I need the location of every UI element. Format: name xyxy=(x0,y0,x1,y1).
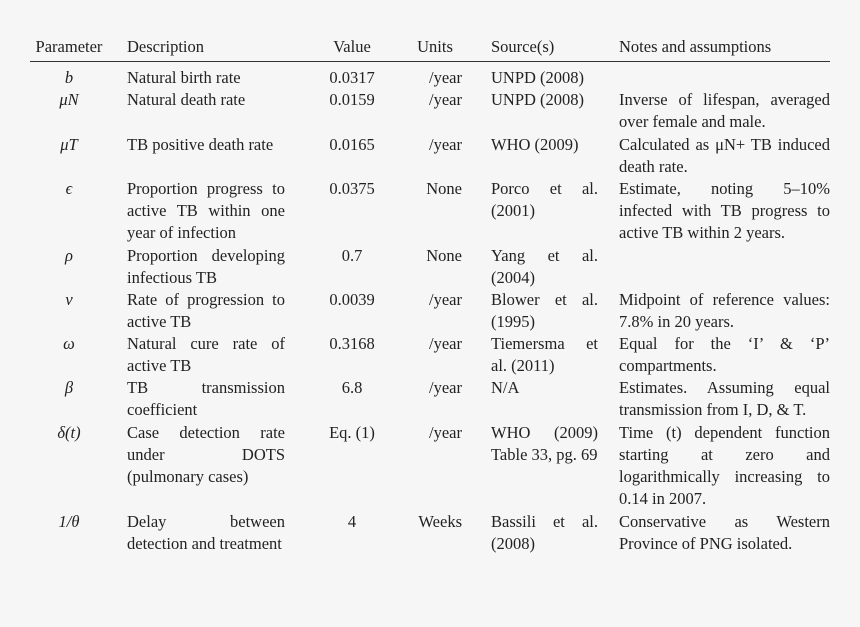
value-cell: 0.0317 xyxy=(329,68,375,87)
units-cell: /year xyxy=(429,423,462,442)
param-cell: μN xyxy=(59,90,79,109)
parameter-table xyxy=(30,36,830,553)
source-cell: UNPD (2008) xyxy=(491,90,585,109)
units-cell: /year xyxy=(429,68,462,87)
description-cell: Proportion developing infectious TB xyxy=(127,246,285,287)
table-row xyxy=(30,289,830,333)
source-cell: WHO (2009) Table 33, pg. 69 xyxy=(491,423,598,464)
description-cell: Natural cure rate of active TB xyxy=(127,334,285,375)
units-cell: Weeks xyxy=(418,512,462,531)
source-cell: Bassili et al. (2008) xyxy=(491,512,598,553)
description-cell: Natural death rate xyxy=(127,90,246,109)
value-cell: 0.0159 xyxy=(329,90,375,109)
table-row xyxy=(30,377,830,422)
param-cell: ρ xyxy=(65,246,73,265)
notes-cell: Inverse of lifespan, averaged over female and male. xyxy=(619,90,830,131)
value-cell: 4 xyxy=(347,512,357,531)
value-cell: 0.7 xyxy=(341,246,363,265)
units-cell: /year xyxy=(429,334,462,353)
header-parameter: Parameter xyxy=(35,37,103,56)
param-cell: ν xyxy=(65,290,73,309)
value-cell: 0.3168 xyxy=(329,334,375,353)
param-cell: ω xyxy=(63,334,75,353)
description-cell: TB transmission coefficient xyxy=(127,378,285,419)
source-cell: Blower et al. (1995) xyxy=(491,290,598,331)
units-cell: None xyxy=(426,246,462,265)
value-cell: 0.0165 xyxy=(329,135,375,154)
table-row xyxy=(30,333,830,377)
notes-cell: Estimate, noting 5–10% infected with TB progress to active TB within 2 years. xyxy=(619,179,830,242)
notes-cell: Estimates. Assuming equal transmission from I, D, & T. xyxy=(619,378,830,419)
header-sources: Source(s) xyxy=(491,37,555,56)
notes-cell: Conservative as Western Province of PNG isolated. xyxy=(619,512,830,553)
source-cell: N/A xyxy=(491,378,520,397)
source-cell: Yang et al. (2004) xyxy=(491,246,598,287)
value-cell: 0.0039 xyxy=(329,290,375,309)
table-header xyxy=(30,36,830,60)
description-cell: Proportion progress to active TB within one year of infection xyxy=(127,179,285,242)
source-cell: Tiemersma et al. (2011) xyxy=(491,334,598,375)
notes-cell: Equal for the ‘I’ & ‘P’ compartments. xyxy=(619,334,830,375)
table-row xyxy=(30,422,830,511)
units-cell: None xyxy=(426,179,462,198)
source-cell: WHO (2009) xyxy=(491,135,579,154)
value-cell: 0.0375 xyxy=(329,179,375,198)
source-cell: Porco et al. (2001) xyxy=(491,179,598,220)
description-cell: Delay between detection and treatment xyxy=(127,512,285,553)
units-cell: /year xyxy=(429,378,462,397)
param-cell: ϵ xyxy=(65,179,73,198)
header-description: Description xyxy=(127,37,204,56)
param-cell: δ(t) xyxy=(57,423,81,442)
description-cell: Natural birth rate xyxy=(127,68,241,87)
description-cell: Rate of progression to active TB xyxy=(127,290,285,331)
units-cell: /year xyxy=(429,290,462,309)
param-cell: b xyxy=(64,68,74,87)
table-row xyxy=(30,245,830,289)
notes-cell: Midpoint of reference values: 7.8% in 20 years. xyxy=(619,290,830,331)
param-cell: β xyxy=(64,378,74,397)
value-cell: 6.8 xyxy=(341,378,363,397)
param-cell: 1/θ xyxy=(58,512,80,531)
notes-cell: Calculated as μN+ TB induced death rate. xyxy=(619,135,830,176)
source-cell: UNPD (2008) xyxy=(491,68,585,87)
table-row xyxy=(30,511,830,555)
table-row xyxy=(30,67,830,89)
table-row xyxy=(30,178,830,245)
param-cell: μT xyxy=(60,135,78,154)
description-cell: TB positive death rate xyxy=(127,135,274,154)
header-value: Value xyxy=(333,37,371,56)
units-cell: /year xyxy=(429,90,462,109)
header-notes: Notes and assumptions xyxy=(619,37,772,56)
table-row xyxy=(30,134,830,178)
units-cell: /year xyxy=(429,135,462,154)
description-cell: Case detection rate under DOTS (pulmonary cases) xyxy=(127,423,285,486)
notes-cell: Time (t) dependent function starting at zero and logarithmically increasing to 0.14 in 2007. xyxy=(619,423,830,508)
value-cell: Eq. (1) xyxy=(329,423,375,442)
header-units: Units xyxy=(417,37,453,56)
header-rule xyxy=(30,61,830,62)
table-row xyxy=(30,89,830,134)
